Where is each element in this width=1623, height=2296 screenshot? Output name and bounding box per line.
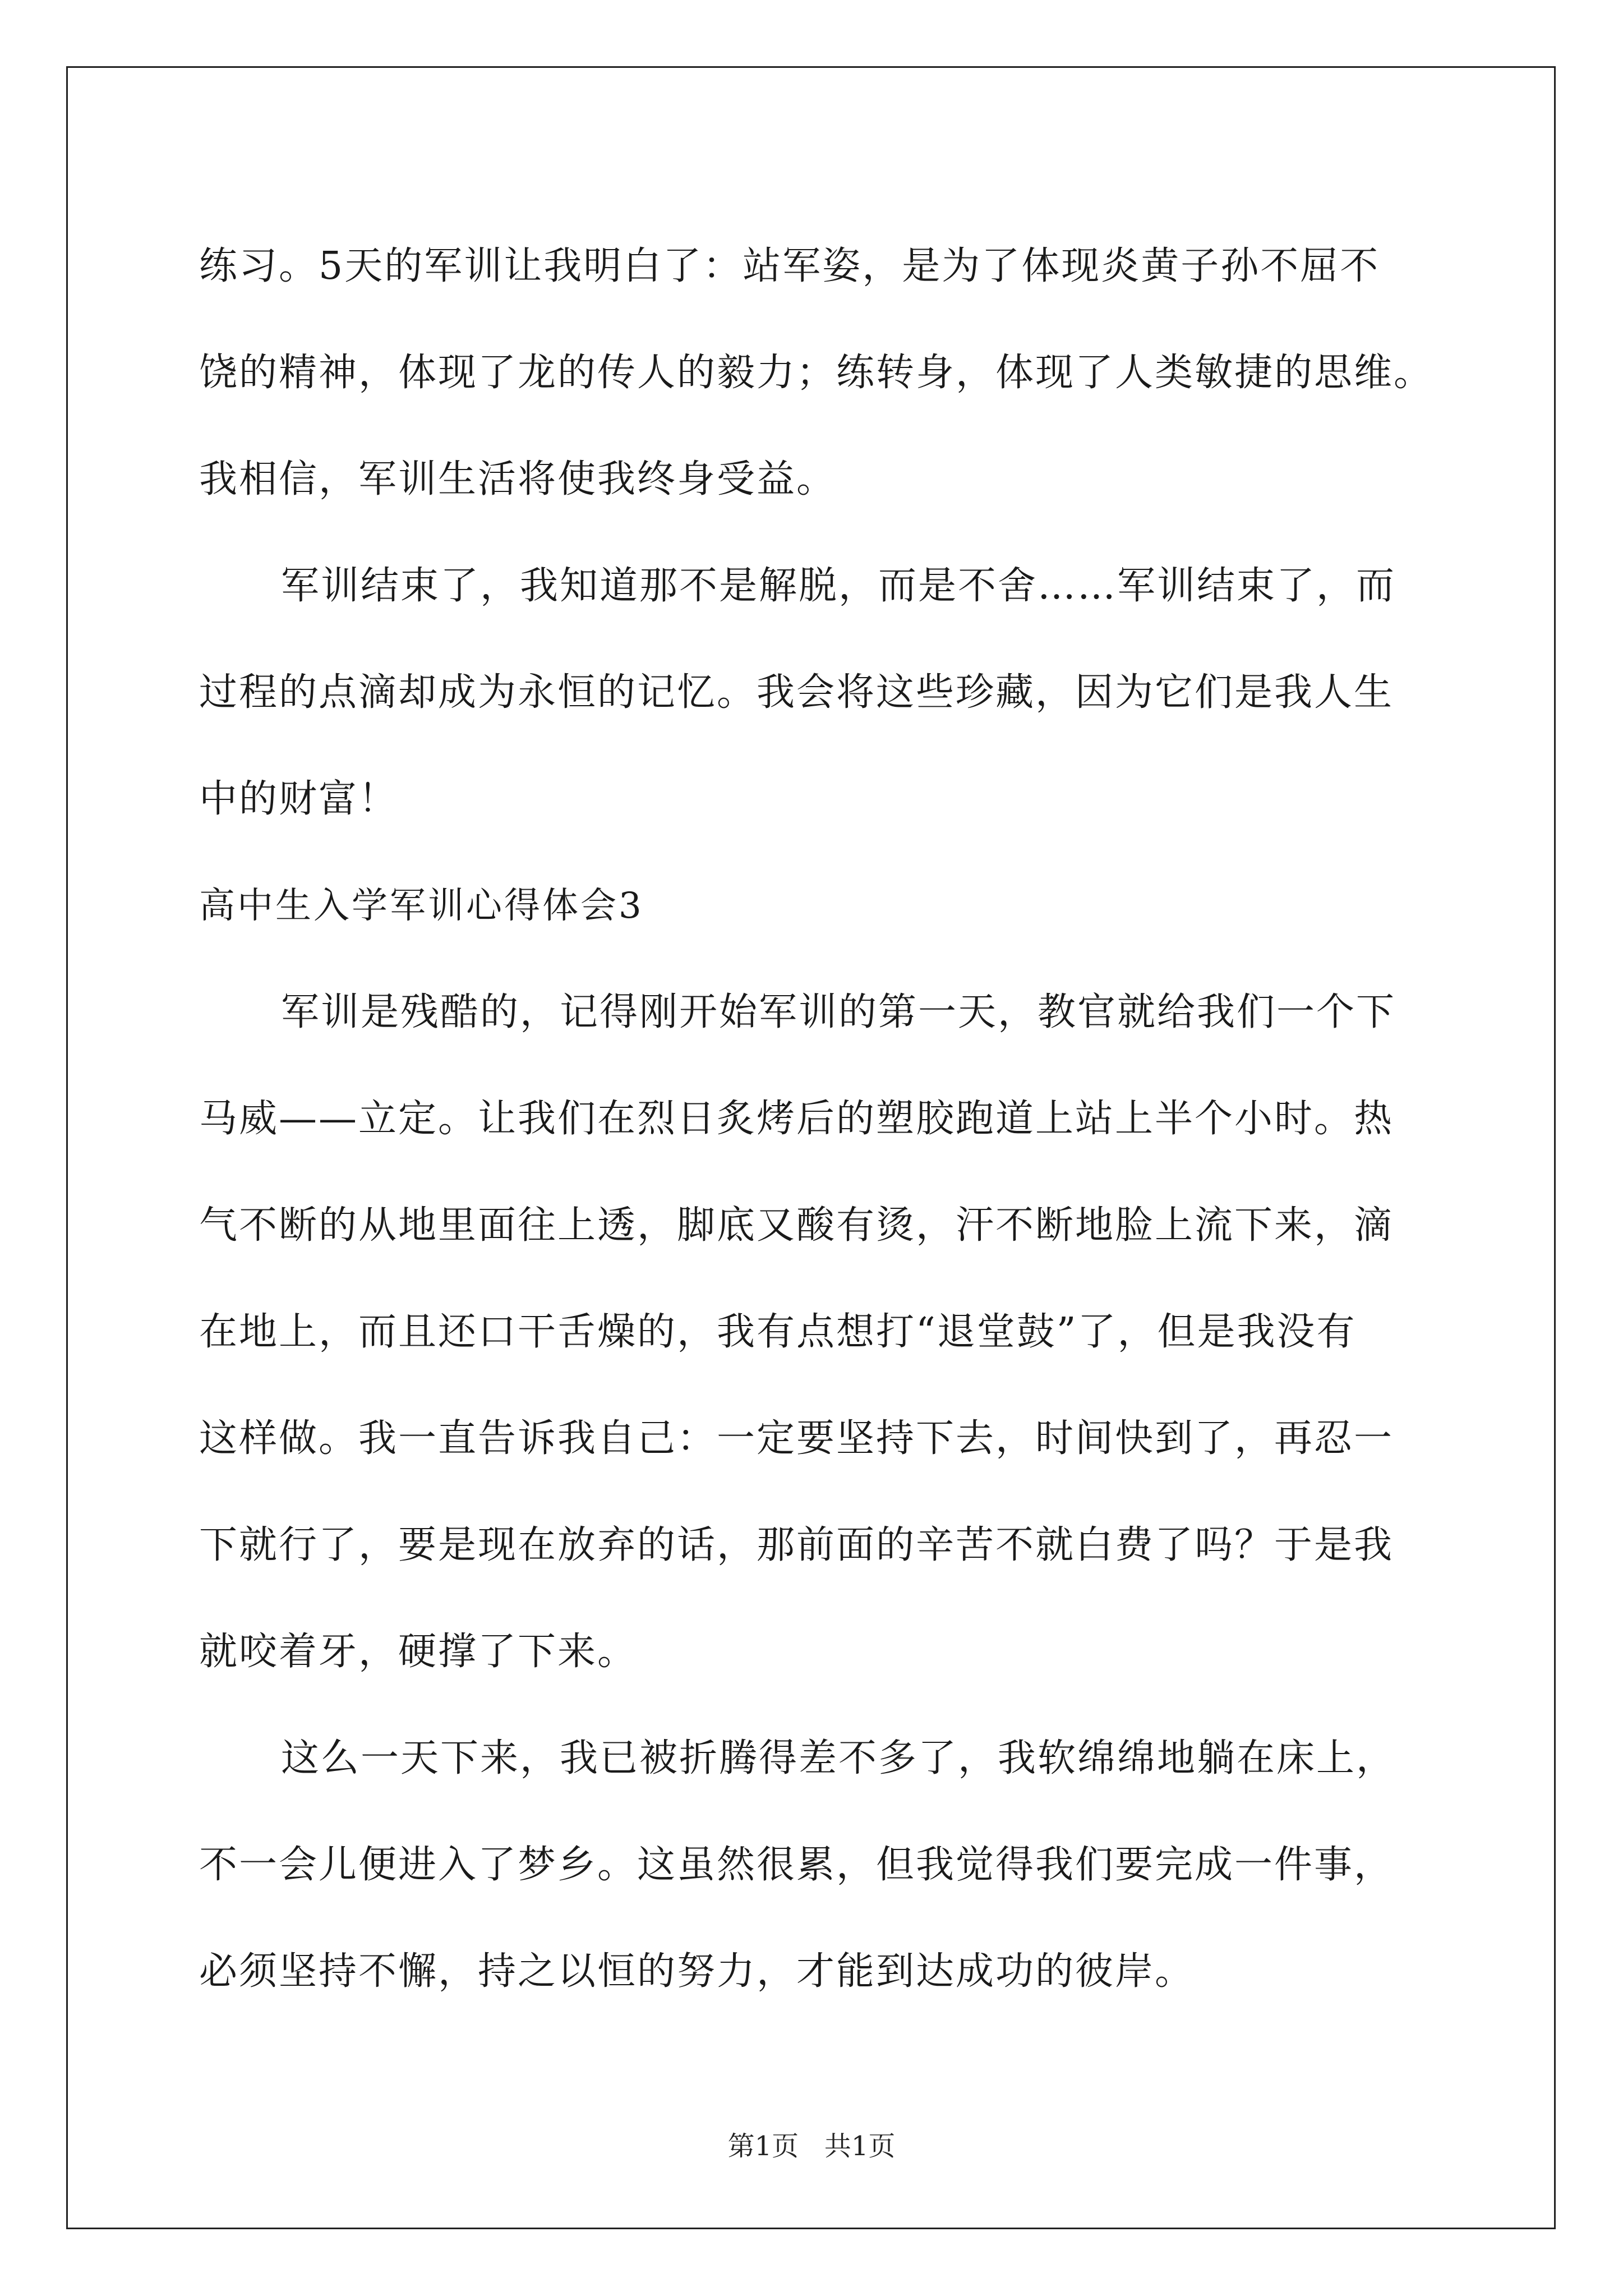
text-line: 下就行了，要是现在放弃的话，那前面的辛苦不就白费了吗？于是我 <box>199 1523 1394 1567</box>
paragraph-start-line: 军训是残酷的，记得刚开始军训的第一天，教官就给我们一个下 <box>281 990 1396 1034</box>
paragraph-start-line: 这么一天下来，我已被折腾得差不多了，我软绵绵地躺在床上， <box>281 1736 1396 1780</box>
text-line: 气不断的从地里面往上透，脚底又酸有烫，汗不断地脸上流下来，滴 <box>199 1203 1394 1248</box>
text-line: 这样做。我一直告诉我自己：一定要坚持下去，时间快到了，再忍一 <box>199 1416 1394 1461</box>
text-line: 练习。5天的军训让我明白了：站军姿，是为了体现炎黄子孙不屈不 <box>199 244 1380 288</box>
text-line: 不一会儿便进入了梦乡。这虽然很累，但我觉得我们要完成一件事， <box>199 1843 1394 1887</box>
paragraph-start-line: 军训结束了，我知道那不是解脱，而是不舍……军训结束了，而 <box>281 564 1396 608</box>
text-line: 过程的点滴却成为永恒的记忆。我会将这些珍藏，因为它们是我人生 <box>199 670 1394 715</box>
text-line: 中的财富！ <box>199 777 399 821</box>
document-body <box>199 213 1450 2025</box>
text-line: 必须坚持不懈，持之以恒的努力，才能到达成功的彼岸。 <box>199 1949 1195 1994</box>
page-footer: 第1页 共1页 <box>727 2131 896 2162</box>
section-heading: 高中生入学军训心得体会3 <box>199 885 644 927</box>
text-line: 马威——立定。让我们在烈日炙烤后的塑胶跑道上站上半个小时。热 <box>199 1097 1394 1141</box>
text-line: 我相信，军训生活将使我终身受益。 <box>199 457 837 501</box>
text-line: 饶的精神，体现了龙的传人的毅力；练转身，体现了人类敏捷的思维。 <box>199 351 1434 395</box>
text-line: 就咬着牙，硬撑了下来。 <box>199 1630 638 1674</box>
text-line: 在地上，而且还口干舌燥的，我有点想打“退堂鼓”了，但是我没有 <box>199 1310 1357 1354</box>
